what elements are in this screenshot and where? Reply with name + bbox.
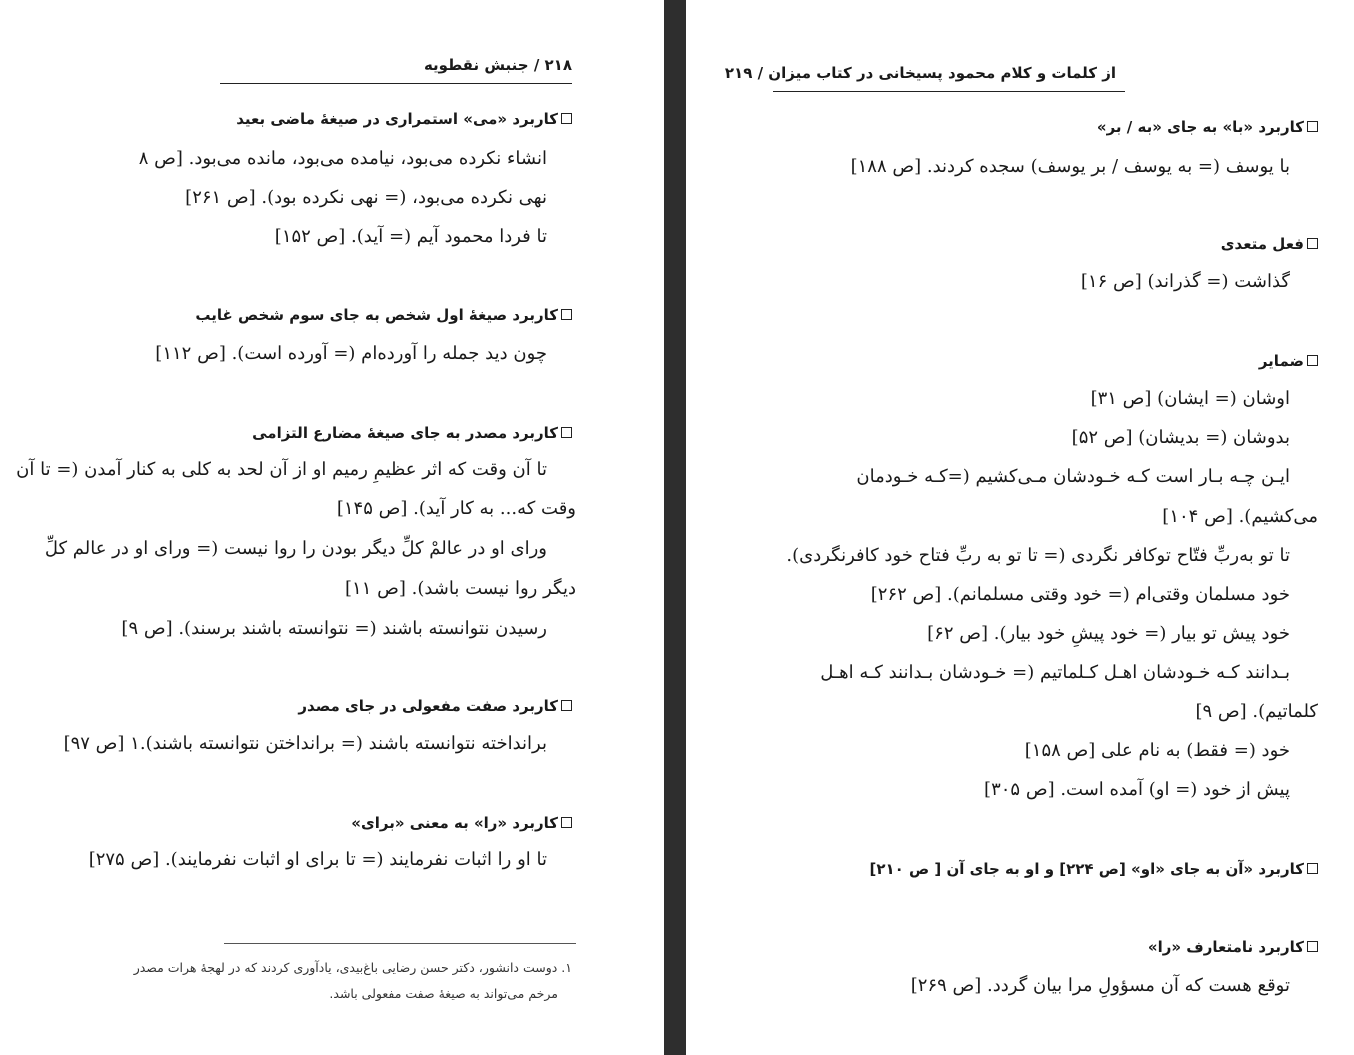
square-bullet-icon <box>1307 355 1318 366</box>
right-page <box>686 0 1354 1055</box>
text-line: خود مسلمان وقتی‌ام (= خود وقتی مسلمانم). [ص ۲۶۲] <box>870 584 1290 605</box>
text-line: خود (= فقط) به نام علی [ص ۱۵۸] <box>1024 740 1290 761</box>
text-line: نهی نکرده می‌بود، (= نهی نکرده بود). [ص ۲۶۱] <box>185 187 547 208</box>
text-line: برانداخته نتوانسته باشند (= برانداختن نتوانسته باشند).۱ [ص ۹۷] <box>63 733 547 754</box>
section-heading: کاربرد «را» به معنی «برای» <box>351 814 572 832</box>
section-heading: کاربرد نامتعارف «را» <box>1148 938 1318 956</box>
text-line: اوشان (= ایشان) [ص ۳۱] <box>1090 388 1290 409</box>
text-line: ورای او در عالمْ کلِّ دیگر بودن را روا نیست (= ورای او در عالم کلِّ <box>44 538 547 559</box>
square-bullet-icon <box>1307 941 1318 952</box>
text-line: انشاء نکرده می‌بود، نیامده می‌بود، مانده می‌بود. [ص ۸ <box>138 148 547 169</box>
section-heading: کاربرد «می» استمراری در صیغهٔ ماضی بعید <box>236 110 572 128</box>
text-line: خود پیش تو بیار (= خود پیشِ خود بیار). [ص ۶۲] <box>927 623 1290 644</box>
text-line: دیگر روا نیست باشد). [ص ۱۱] <box>345 578 576 599</box>
square-bullet-icon <box>561 309 572 320</box>
section-heading: فعل متعدی <box>1221 235 1318 253</box>
text-line: با یوسف (= به یوسف / بر یوسف) سجده کردند. [ص ۱۸۸] <box>850 156 1290 177</box>
text-line: گذاشت (= گذراند) [ص ۱۶] <box>1080 271 1290 292</box>
text-line: کلماتیم). [ص ۹] <box>1195 701 1318 722</box>
text-line: بـدانند کـه خـودشان اهـل کـلماتیم (= خـودشان بـدانند کـه اهـل <box>820 662 1290 683</box>
page-header: از کلمات و کلام محمود پسیخانی در کتاب میزان / ۲۱۹ <box>724 64 1116 82</box>
text-line: تا تو به‌ربِّ فتّاح توکافر نگردی (= تا تو به ربِّ فتاح خود کافرنگردی). <box>786 545 1290 566</box>
section-heading: کاربرد «با» به جای «به / بر» <box>1097 118 1318 136</box>
footnote-line: مرخم می‌تواند به صیغهٔ صفت مفعولی باشد. <box>329 986 558 1001</box>
text-line: پیش از خود (= او) آمده است. [ص ۳۰۵] <box>984 779 1290 800</box>
square-bullet-icon <box>561 700 572 711</box>
square-bullet-icon <box>561 427 572 438</box>
section-heading: ضمایر <box>1259 352 1318 370</box>
text-line: می‌کشیم). [ص ۱۰۴] <box>1162 506 1318 527</box>
text-line: تا آن وقت که اثر عظیمِ رمیم او از آن لحد به کلی به کنار آمدن (= تا آن <box>16 459 547 480</box>
section-heading: کاربرد مصدر به جای صیغهٔ مضارع التزامی <box>252 424 572 442</box>
section-heading: کاربرد صیغهٔ اول شخص به جای سوم شخص غایب <box>195 306 572 324</box>
text-line: رسیدن نتوانسته باشند (= نتوانسته باشند برسند). [ص ۹] <box>121 618 547 639</box>
text-line: بدوشان (= بدیشان) [ص ۵۲] <box>1071 427 1290 448</box>
text-line: تا او را اثبات نفرمایند (= تا برای او اثبات نفرمایند). [ص ۲۷۵] <box>88 849 547 870</box>
square-bullet-icon <box>1307 863 1318 874</box>
square-bullet-icon <box>1307 121 1318 132</box>
section-heading: کاربرد «آن به جای «او» [ص ۲۲۴] و او به جای آن [ ص ۲۱۰] <box>869 860 1318 878</box>
square-bullet-icon <box>561 817 572 828</box>
section-heading: کاربرد صفت مفعولی در جای مصدر <box>298 697 572 715</box>
text-line: تا فردا محمود آیم (= آید). [ص ۱۵۲] <box>274 226 547 247</box>
footnote-rule <box>224 943 576 944</box>
text-line: توقع هست که آن مسؤولِ مرا بیان گردد. [ص ۲۶۹] <box>910 975 1290 996</box>
page-gutter <box>664 0 686 1055</box>
header-rule <box>773 91 1125 92</box>
square-bullet-icon <box>1307 238 1318 249</box>
header-rule <box>220 83 572 84</box>
page-header: ۲۱۸ / جنبش نقطویه <box>423 56 572 74</box>
text-line: چون دید جمله را آورده‌ام (= آورده است). [ص ۱۱۲] <box>155 343 547 364</box>
text-line: ایـن چـه بـار است کـه خـودشان مـی‌کشیم (=کـه خـودمان <box>856 466 1290 487</box>
left-page <box>0 0 664 1055</box>
text-line: وقت که... به کار آید). [ص ۱۴۵] <box>336 498 576 519</box>
square-bullet-icon <box>561 113 572 124</box>
footnote-line: ۱. دوست دانشور، دکتر حسن رضایی باغ‌بیدی، یادآوری کردند که در لهجهٔ هرات مصدر <box>133 960 572 975</box>
